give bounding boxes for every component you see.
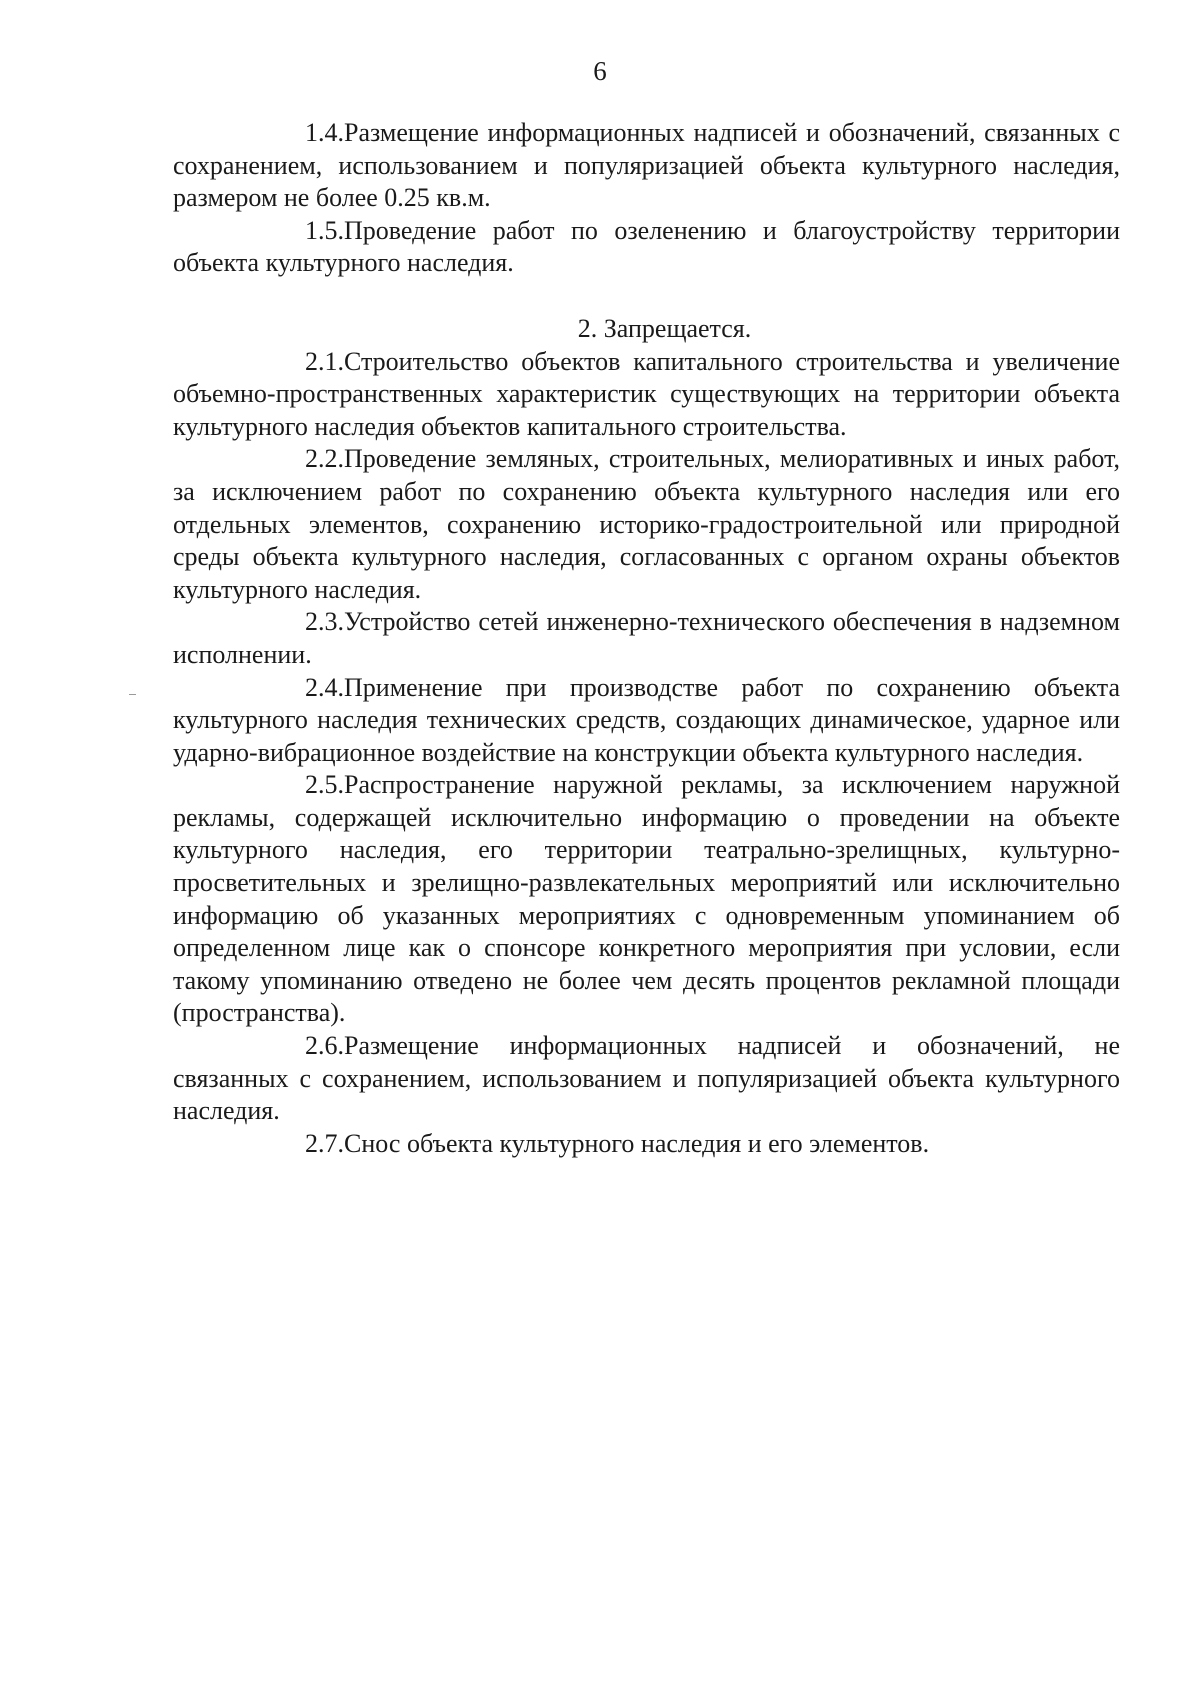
paragraph-number: 2.5.	[305, 770, 344, 800]
paragraph-2-1	[173, 346, 1120, 444]
paragraph-text: Размещение информационных надписей и обозначений, связанных с сохранением, использованием и популяризацией объекта культурного наследия, размером не более 0.25 кв.м.	[173, 118, 1120, 213]
paragraph-number: 2.6.	[305, 1031, 344, 1061]
paragraph-text: Устройство сетей инженерно-технического обеспечения в надземном исполнении.	[173, 607, 1120, 669]
paragraph-2-4	[173, 672, 1120, 770]
paragraph-2-7	[173, 1128, 1120, 1161]
paragraph-2-5	[173, 769, 1120, 1030]
paragraph-number: 2.7.	[305, 1128, 344, 1158]
paragraph-2-3	[173, 606, 1120, 671]
paragraph-2-2	[173, 443, 1120, 606]
page-number: 6	[593, 56, 607, 86]
paragraph-text: Размещение информационных надписей и обозначений, не связанных с сохранением, использованием и популяризацией объекта культурного наследия.	[173, 1031, 1120, 1126]
paragraph-text: Применение при производстве работ по сохранению объекта культурного наследия технических средств, создающих динамическое, ударное или ударно-вибрационное воздействие на конструкции объекта культурного наследия.	[173, 672, 1120, 767]
paragraph-number: 1.4.	[305, 118, 344, 147]
paragraph-number: 2.2.	[305, 444, 344, 474]
paragraph-2-6	[173, 1030, 1120, 1128]
section-heading: 2. Запрещается.	[577, 313, 752, 343]
paragraph-number: 2.1.	[305, 346, 344, 376]
margin-mark	[129, 694, 136, 695]
document-body	[173, 117, 1120, 1160]
paragraph-number: 2.3.	[305, 607, 344, 637]
paragraph-text: Проведение работ по озеленению и благоустройству территории объекта культурного наследия.	[173, 215, 1120, 278]
paragraph-text: Распространение наружной рекламы, за исключением наружной рекламы, содержащей исключительно информацию о проведении на объекте культурного наследия, его территории театрально-зрелищных, культурно-просветительных и зрелищно-развлекательных мероприятий или исключительно информацию об указанных мероприятиях с одновременным упоминанием об определенном лице как о спонсоре конкретного мероприятия при условии, если такому упоминанию отведено не более чем десять процентов рекламной площади (пространства).	[173, 770, 1120, 1028]
paragraph-1-5	[173, 215, 1120, 280]
paragraph-text: Строительство объектов капитального строительства и увеличение объемно-пространственных характеристик существующих на территории объекта культурного наследия объектов капитального строительства.	[173, 346, 1120, 441]
paragraph-1-4	[173, 117, 1120, 215]
paragraph-text: Снос объекта культурного наследия и его элементов.	[344, 1128, 930, 1158]
paragraph-number: 2.4.	[305, 672, 344, 702]
paragraph-number: 1.5.	[305, 215, 344, 245]
paragraph-text: Проведение земляных, строительных, мелиоративных и иных работ, за исключением работ по сохранению объекта культурного наследия или его отдельных элементов, сохранению историко-градостроительной или природной среды объекта культурного наследия, согласованных с органом охраны объектов культурного наследия.	[173, 444, 1120, 604]
